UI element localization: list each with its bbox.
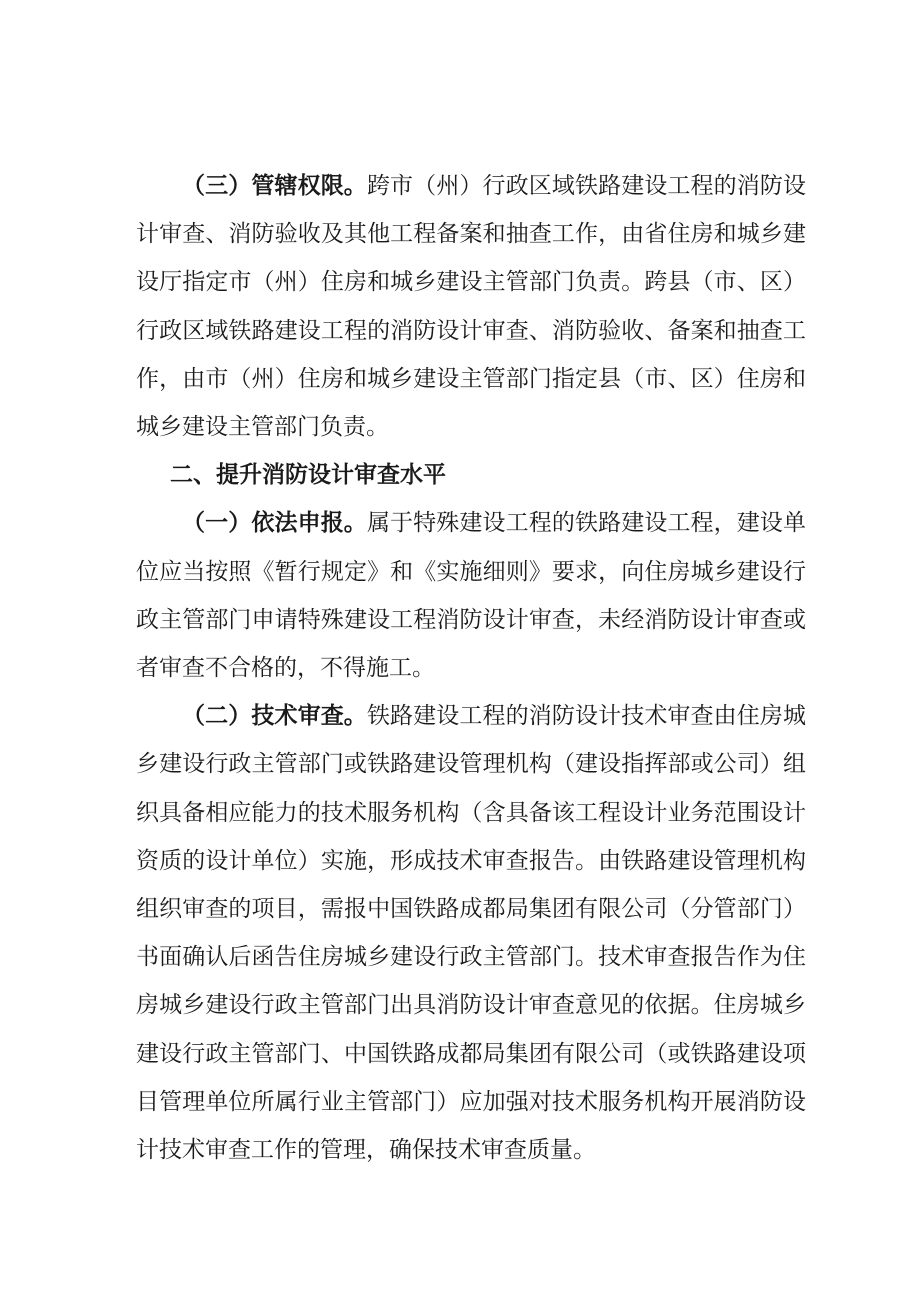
paragraph-text-jurisdiction: 跨市（州）行政区域铁路建设工程的消防设计审查、消防验收及其他工程备案和抽查工作，由省住房和城乡建设厅指定市（州）住房和城乡建设主管部门负责。跨县（市、区）行政区域铁路建设工程的消防设计审查、消防验收、备案和抽查工作，由市（州）住房和城乡建设主管部门指定县（市、区）住房和城乡建设主管部门负责。 (136, 173, 807, 441)
paragraph-jurisdiction (136, 162, 806, 451)
paragraph-text-technical-review: 铁路建设工程的消防设计技术审查由住房城乡建设行政主管部门或铁路建设管理机构（建设指挥部或公司）组织具备相应能力的技术服务机构（含具备该工程设计业务范围设计资质的设计单位）实施，形成技术审查报告。由铁路建设管理机构组织审查的项目，需报中国铁路成都局集团有限公司（分管部门）书面确认后函告住房城乡建设行政主管部门。技术审查报告作为住房城乡建设行政主管部门出具消防设计审查意见的依据。住房城乡建设行政主管部门、中国铁路成都局集团有限公司（或铁路建设项目管理单位所属行业主管部门）应加强对技术服务机构开展消防设计技术审查工作的管理，确保技术审查质量。 (136, 703, 807, 1164)
paragraph-lead-technical-review: （二）技术审查。 (182, 703, 367, 730)
section-heading-design-review: 二、提升消防设计审查水平 (170, 462, 446, 489)
paragraph-lead-jurisdiction: （三）管辖权限。 (182, 173, 367, 199)
paragraph-technical-review (136, 692, 806, 1174)
paragraph-text-lawful-application: 属于特殊建设工程的铁路建设工程，建设单位应当按照《暂行规定》和《实施细则》要求，向住房城乡建设行政主管部门申请特殊建设工程消防设计审查，未经消防设计审查或者审查不合格的，不得施工。 (136, 510, 807, 682)
paragraph-lead-lawful-application: （一）依法申报。 (182, 510, 367, 537)
paragraph-lawful-application (136, 499, 806, 692)
document-body (136, 162, 806, 1174)
